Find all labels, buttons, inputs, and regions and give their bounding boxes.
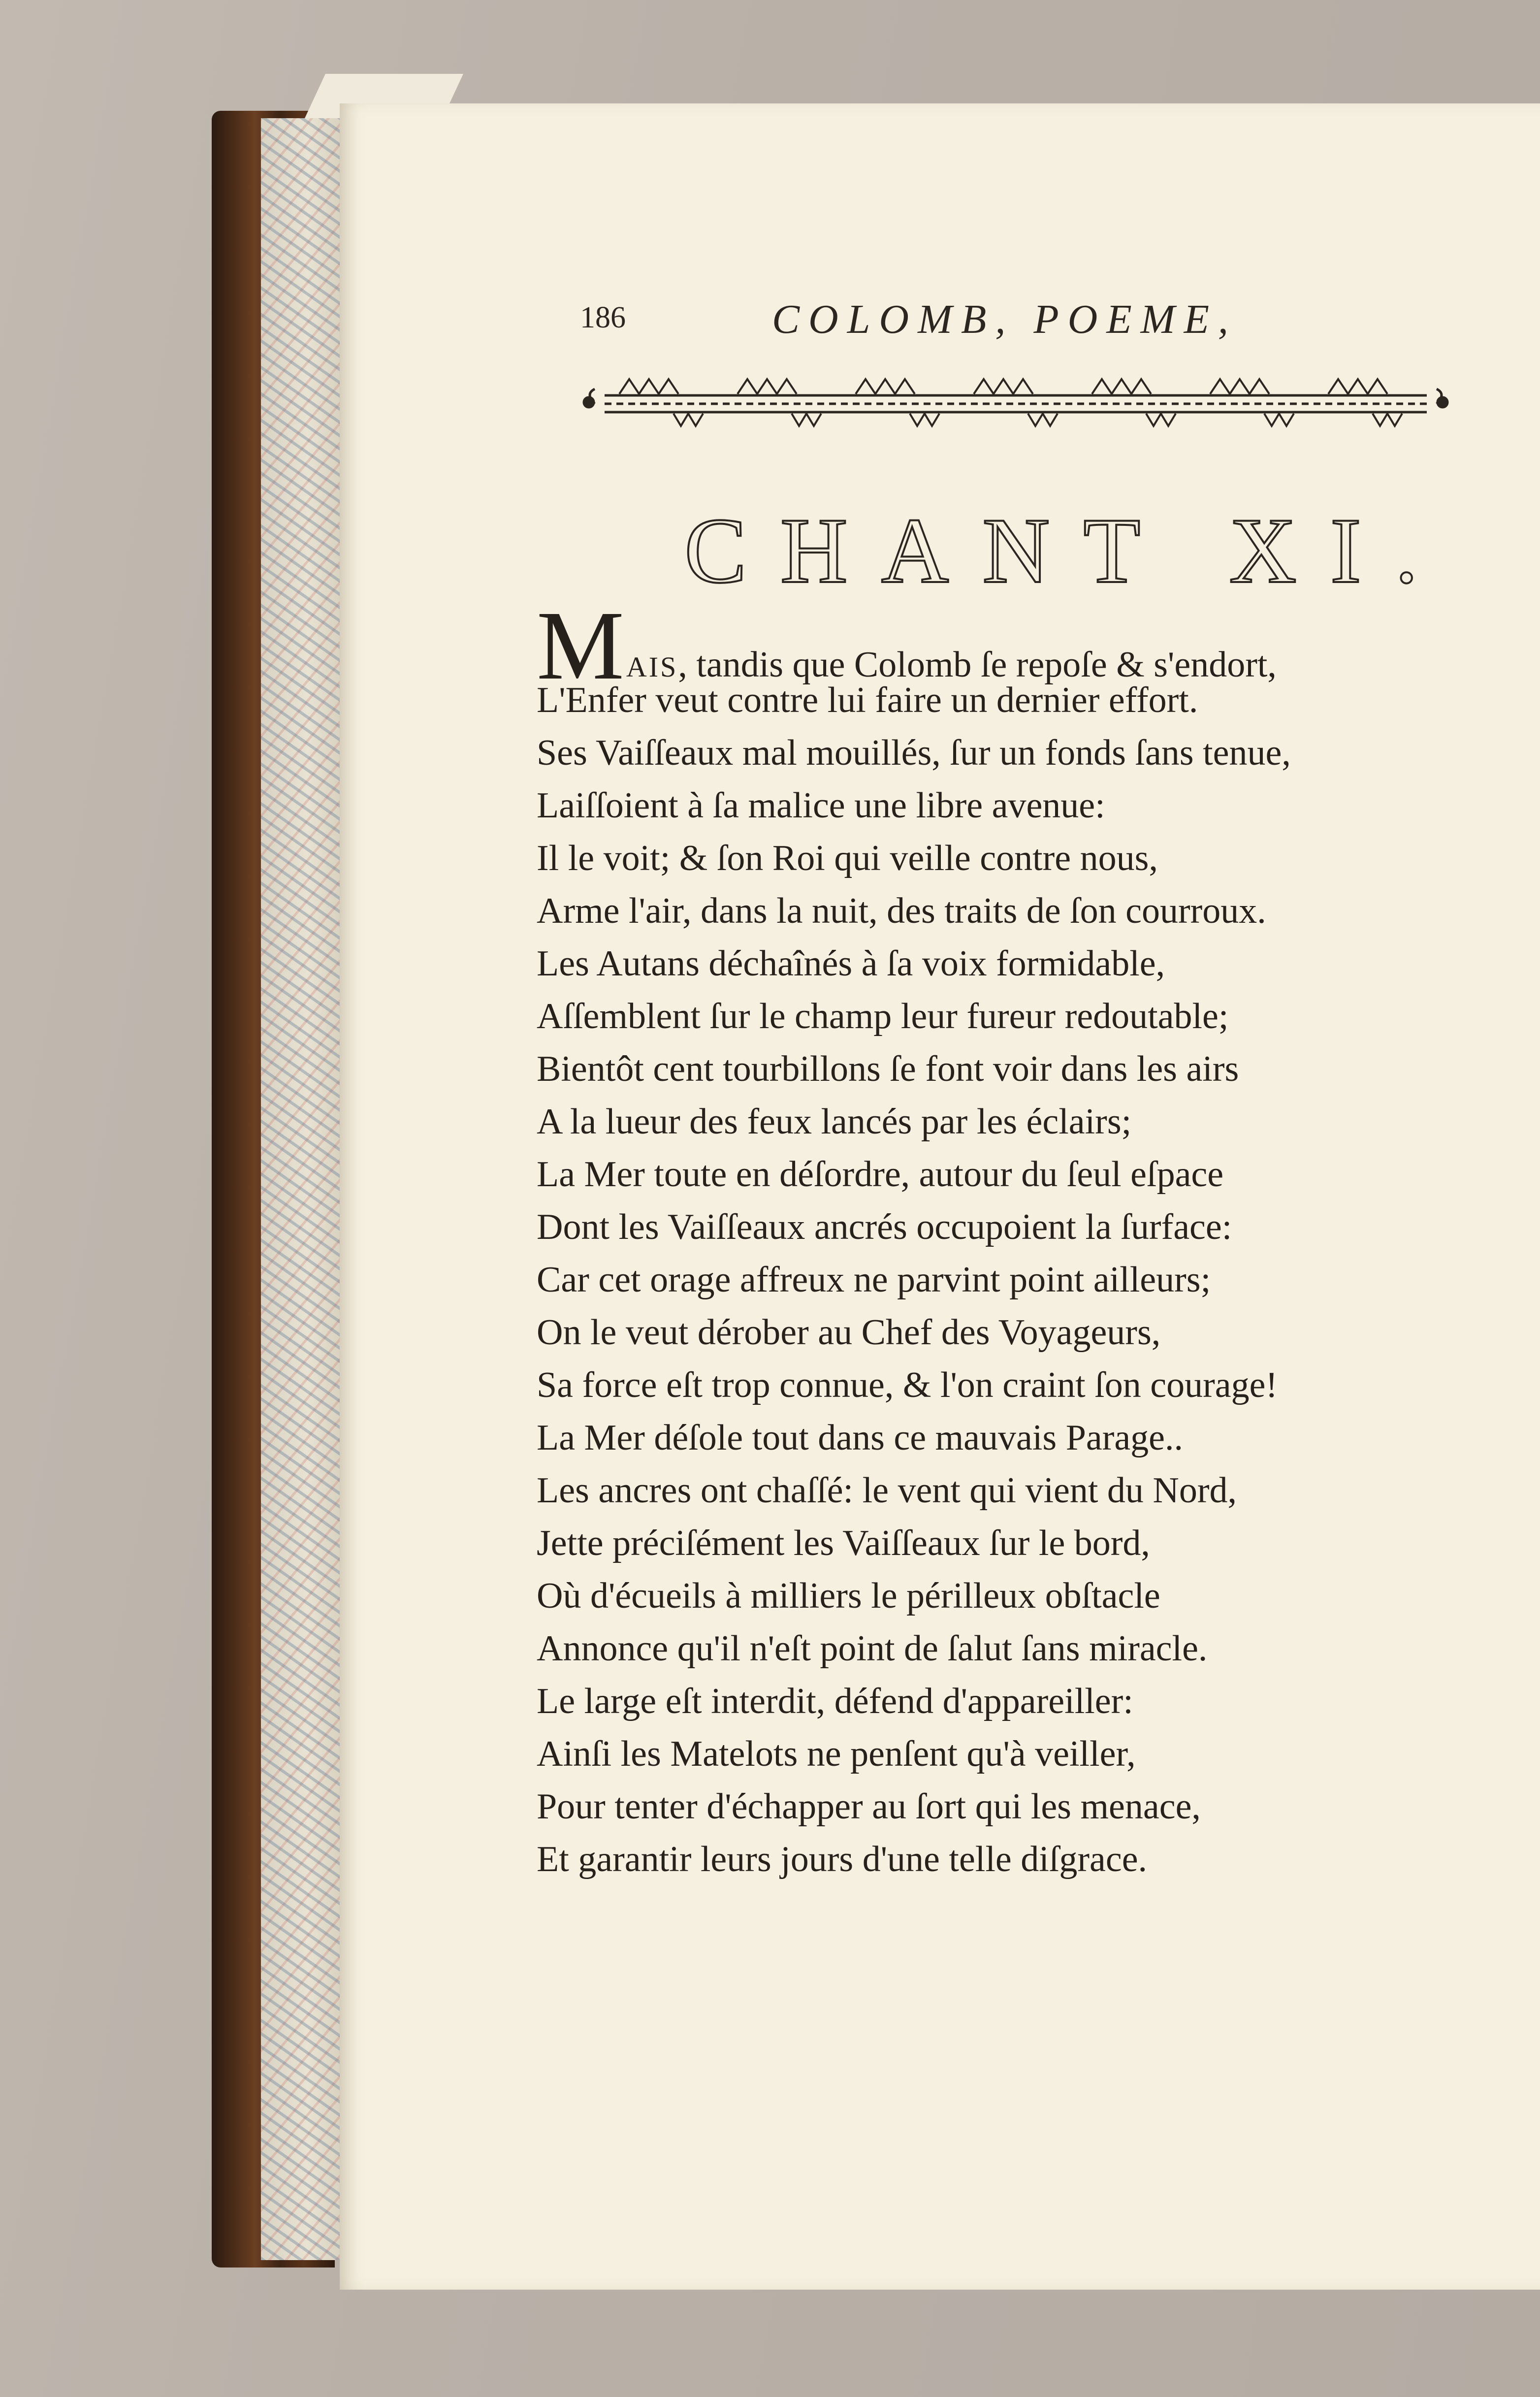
poem-line: La Mer toute en déſordre, autour du ſeul eſpace bbox=[537, 1154, 1224, 1195]
poem-line: Les Autans déchaînés à ſa voix formidable, bbox=[537, 943, 1165, 984]
poem-line: Ainſi les Matelots ne penſent qu'à veiller, bbox=[537, 1734, 1136, 1774]
page-header bbox=[580, 295, 1442, 364]
poem-line: Le large eſt interdit, défend d'appareiller: bbox=[537, 1681, 1133, 1721]
poem-line: Il le voit; & ſon Roi qui veille contre nous, bbox=[537, 838, 1158, 878]
poem-line: La Mer déſole tout dans ce mauvais Parage.. bbox=[537, 1418, 1184, 1458]
page-number: 186 bbox=[580, 301, 626, 334]
poem-line: Bientôt cent tourbillons ſe font voir dans les airs bbox=[537, 1049, 1239, 1089]
poem-line: Sa force eſt trop connue, & l'on craint ſon courage! bbox=[537, 1365, 1278, 1405]
floral-ornament-band-icon bbox=[575, 367, 1456, 436]
drop-cap: M bbox=[537, 591, 624, 700]
poem-line: Arme l'air, dans la nuit, des traits de ſon courroux. bbox=[537, 891, 1266, 931]
poem-line: Où d'écueils à milliers le périlleux obſtacle bbox=[537, 1576, 1160, 1616]
poem-line: Les ancres ont chaſſé: le vent qui vient du Nord, bbox=[537, 1470, 1237, 1511]
poem-line: Dont les Vaiſſeaux ancrés occupoient la ſurface: bbox=[537, 1207, 1232, 1247]
poem-line: Laiſſoient à ſa malice une libre avenue: bbox=[537, 785, 1105, 826]
poem-body bbox=[537, 591, 1502, 1886]
poem-line: On le veut dérober au Chef des Voyageurs, bbox=[537, 1312, 1161, 1353]
poem-line: L'Enfer veut contre lui faire un dernier effort. bbox=[537, 680, 1198, 720]
poem-line: A la lueur des feux lancés par les éclairs; bbox=[537, 1101, 1132, 1142]
poem-line: Ses Vaiſſeaux mal mouillés, ſur un fonds ſans tenue, bbox=[537, 733, 1291, 773]
poem-line: Jette préciſément les Vaiſſeaux ſur le bord, bbox=[537, 1523, 1150, 1563]
poem-line: Car cet orage affreux ne parvint point ailleurs; bbox=[537, 1260, 1211, 1300]
poem-line: Et garantir leurs jours d'une telle diſgrace. bbox=[537, 1839, 1148, 1879]
chapter-title: CHANT XI. bbox=[684, 499, 1452, 603]
poem-line: Pour tenter d'échapper au ſort qui les menace, bbox=[537, 1786, 1201, 1827]
first-word-smallcaps: AIS bbox=[626, 651, 678, 683]
running-head: COLOMB, POEME, bbox=[772, 296, 1237, 342]
poem-line: Annonce qu'il n'eſt point de ſalut ſans miracle. bbox=[537, 1628, 1208, 1669]
first-line-rest: , tandis que Colomb ſe repoſe & s'endort, bbox=[678, 645, 1277, 685]
poem-line: Aſſemblent ſur le champ leur fureur redoutable; bbox=[537, 996, 1229, 1037]
